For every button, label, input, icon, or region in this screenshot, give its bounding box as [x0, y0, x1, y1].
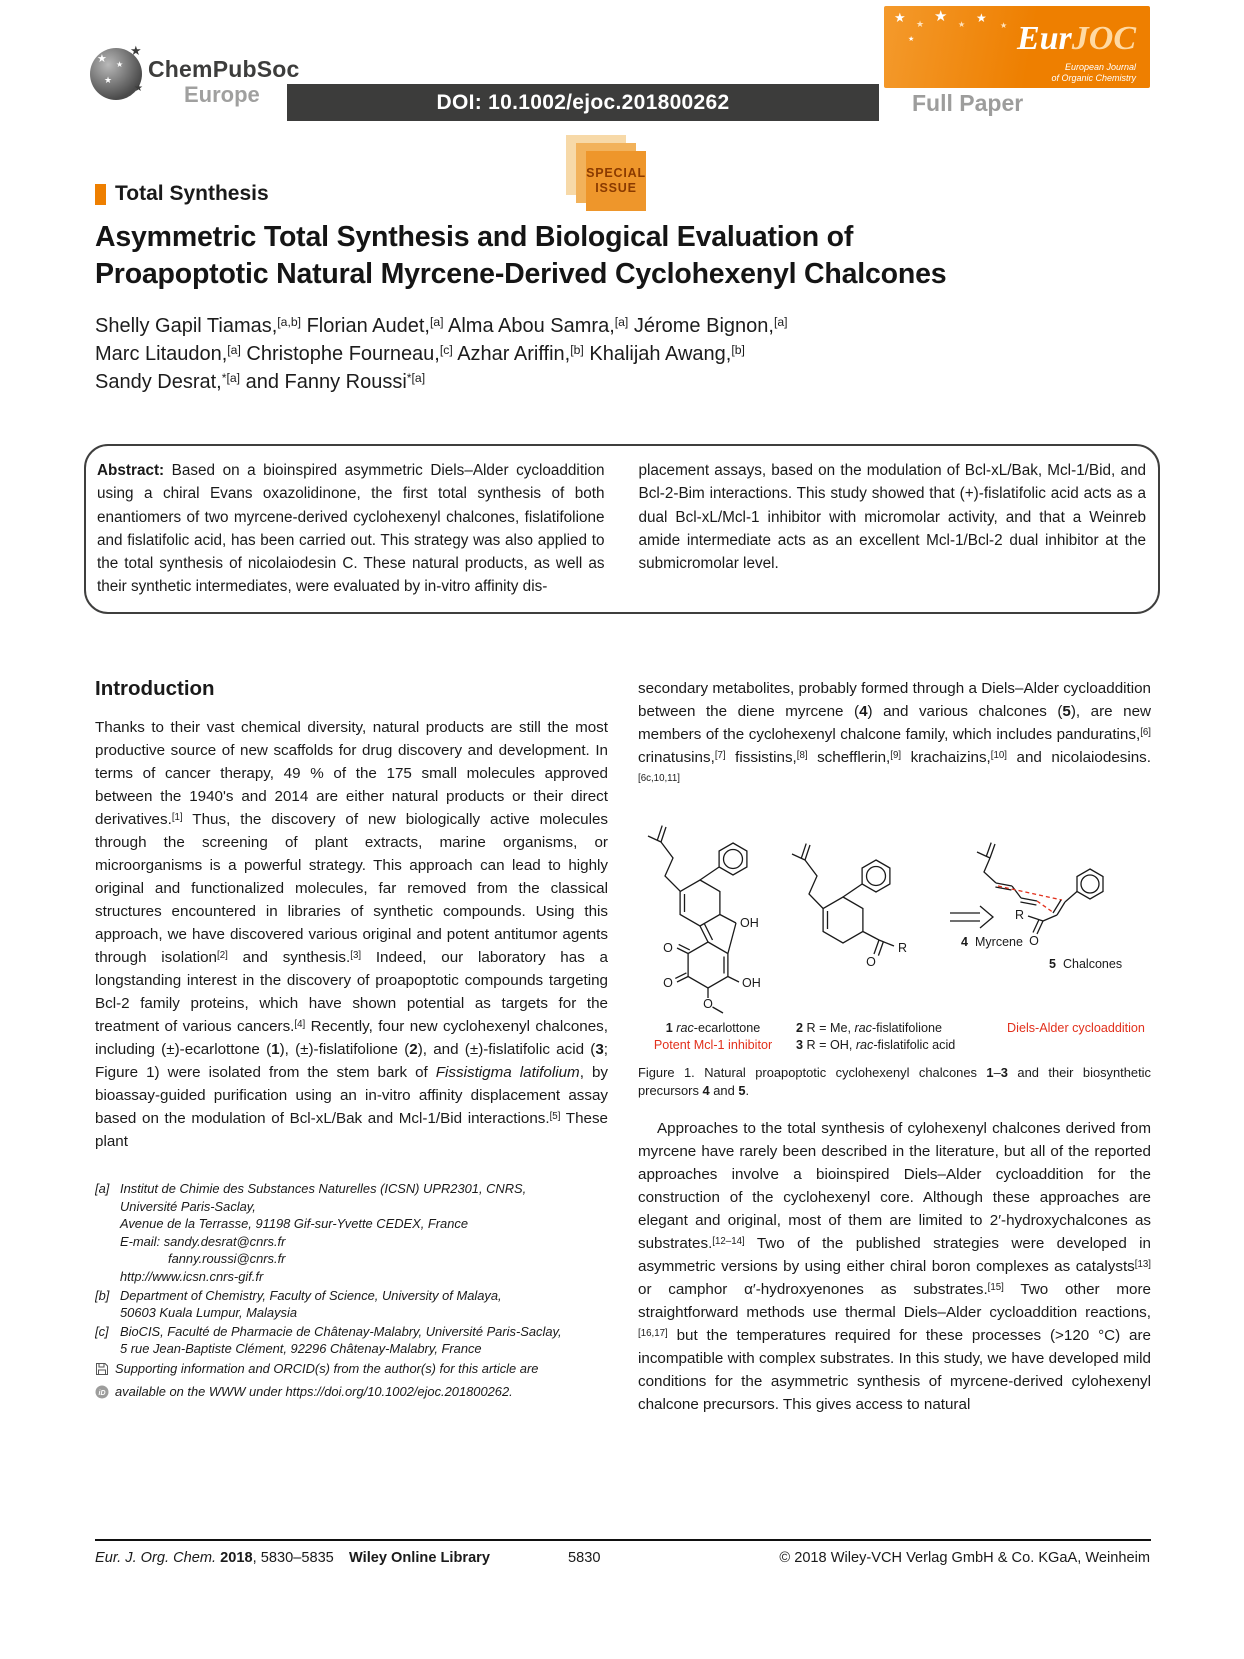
- footnote-marker: [a]: [95, 1181, 110, 1196]
- atom-label-oh: OH: [742, 976, 761, 990]
- section-kicker: [95, 182, 269, 206]
- atom-label-r: R: [898, 941, 908, 955]
- article-title-line2: Proapoptotic Natural Myrcene-Derived Cyclohexenyl Chalcones: [95, 258, 947, 290]
- section-marker-icon: [95, 184, 106, 205]
- atom-label-o: O: [663, 976, 673, 990]
- article-title-line1: Asymmetric Total Synthesis and Biological Evaluation of: [95, 221, 854, 253]
- body-paragraph: Thanks to their vast chemical diversity, natural products are still the most productive source of new scaffolds for drug discovery and development. In terms of cancer therapy, 49 % of the 175 small molecules approved between the 1940's and 2014 are either natural products or their direct derivatives.[1] Thus, the discovery of new biologically active molecules through the screening of plant extracts, marine organisms, or microorganisms is a powerful strategy. This approach can lead to highly original and functionalized molecules, far removed from the classical structures encountered in libraries of synthetic compounds. Using this approach, we have discovered various original and potent antitumor agents through isolation[2] and synthesis.[3] Indeed, our laboratory has a longstanding interest in the discovery of proapoptotic compounds targeting Bcl-2 family proteins, which have shown potential as targets for the treatment of various cancers.[4] Recently, four new cyclohexenyl chalcones, including (±)-ecarlottone (1), (±)-fislatifolione (2), and (±)-fislatifolic acid (3; Figure 1) were isolated from the stem bark of Fissistigma latifolium, by bioassay-guided purification using an in-vitro affinity displacement assay based on the modulation of Bcl-xL/Bak and Mcl-1/Bid interactions.[5] These plant: [95, 719, 609, 1150]
- publisher-text: [148, 56, 300, 108]
- footnote-line: Avenue de la Terrasse, 91198 Gif-sur-Yvette CEDEX, France: [120, 1216, 468, 1232]
- compound-2-3-label-block: [796, 1020, 1001, 1054]
- journal-citation: Eur. J. Org. Chem. 2018, 5830–5835: [95, 1550, 334, 1566]
- journal-name: [1017, 20, 1136, 58]
- abstract-text-left: Abstract: Based on a bioinspired asymmetric Diels–Alder cycloaddition using a chiral Evans oxazolidinone, the first total synthesis of both enantiomers of two myrcene-derived cyclohexenyl chalcones, fislatifolione and fislatifolic acid, has been carried out. This strategy was also applied to the total synthesis of nicolaiodesin C. These natural products, as well as their synthetic intermediates, were evaluated by in-vitro affinity dis-: [97, 462, 605, 596]
- figure-1: [638, 806, 1151, 1099]
- footnote-url-link[interactable]: http://www.icsn.cnrs-gif.fr: [120, 1268, 264, 1284]
- figure-1-scheme: [638, 806, 1151, 1018]
- article-title: [95, 219, 1105, 293]
- star-icon: ★: [958, 20, 966, 29]
- compound-number-4: 4: [961, 935, 968, 949]
- figure-caption: Figure 1. Natural proapoptotic cyclohexenyl chalcones 1–3 and their biosynthetic precursors 4 and 5.: [638, 1065, 1151, 1098]
- publisher-logo: [90, 43, 300, 108]
- footnote-line: BioCIS, Faculté de Pharmacie de Châtenay-Malabry, Université Paris-Saclay,: [120, 1323, 562, 1339]
- supporting-info-text: Supporting information and ORCID(s) from the author(s) for this article are: [115, 1360, 539, 1376]
- star-icon: ★: [934, 8, 948, 25]
- author-list: [95, 312, 1105, 396]
- footnote-line: 50603 Kuala Lumpur, Malaysia: [120, 1305, 298, 1321]
- compound-1-label: 1 rac-ecarlottone: [665, 1021, 761, 1035]
- myrcene-structure: [977, 843, 1037, 905]
- star-icon: ★: [894, 10, 906, 25]
- body-paragraph: Approaches to the total synthesis of cylohexenyl chalcones derived from myrcene have rarely been described in the literature, but all of the reported approaches involve a bioinspired Diels–Alder cycloaddition for the construction of the cyclohexenyl core. Although these approaches are elegant and original, most of them are limited to 2′-hydroxychalcones as substrates.[12–14] Two of the published strategies were developed in asymmetric versions by using either chiral boron complexes as catalysts[13] or camphor α′-hydroxyenones as substrates.[15] Two other more straightforward methods use thermal Diels–Alder cycloaddition reactions,[16,17] but the temperatures required for these processes (>120 °C) are incompatible with complex substrates. In this study, we have developed mild conditions for the asymmetric synthesis of myrcene-derived cylohexenyl chalcone precursors. This gives access to natural: [638, 1120, 1151, 1414]
- star-icon: ★: [908, 36, 915, 43]
- star-icon: ★: [116, 60, 124, 69]
- journal-logo: [884, 6, 1150, 88]
- body-paragraph: secondary metabolites, probably formed through a Diels–Alder cycloaddition between the diene myrcene (4) and various chalcones (5), are new members of the cyclohexenyl chalcone family, which includes panduratins,[6] crinatusins,[7] fissistins,[8] schefflerin,[9] krachaizins,[10] and nicolaiodesins.[6c,10,11]: [638, 680, 1151, 784]
- star-icon: ★: [1000, 21, 1008, 30]
- badge-layer-front: [586, 151, 646, 211]
- footnote-line: Institut de Chimie des Substances Naturelles (ICSN) UPR2301, CNRS,: [120, 1181, 527, 1196]
- atom-label-o: O: [1029, 934, 1039, 948]
- wiley-online-library-label: Wiley Online Library: [349, 1550, 490, 1566]
- compound-1-activity-label: Potent Mcl-1 inhibitor: [653, 1038, 773, 1052]
- star-icon: ★: [104, 75, 113, 85]
- supporting-info-note: [95, 1383, 608, 1404]
- abstract-box: [84, 444, 1160, 614]
- star-icon: ★: [134, 83, 143, 94]
- article-type-label: Full Paper: [912, 90, 1024, 116]
- copyright-notice: © 2018 Wiley-VCH Verlag GmbH & Co. KGaA, Weinheim: [779, 1550, 1150, 1566]
- right-column: [638, 677, 1151, 1535]
- compound-name-chalcones: Chalcones: [1063, 957, 1123, 971]
- footnote-line: Université Paris-Saclay,: [120, 1198, 256, 1214]
- author-line: Shelly Gapil Tiamas,[a,b] Florian Audet,[a] Alma Abou Samra,[a] Jérome Bignon,[a]: [95, 314, 788, 337]
- svg-text:iD: iD: [98, 1389, 106, 1397]
- footnote-c: [95, 1323, 608, 1358]
- atom-label-o: O: [703, 997, 713, 1011]
- journal-subtitle-line1: European Journal: [1064, 62, 1136, 72]
- footnote-marker: [c]: [95, 1323, 109, 1339]
- compound-2-label: 2 R = Me, rac-fislatifolione: [796, 1021, 942, 1035]
- atom-label-o: O: [866, 955, 876, 969]
- compound-1-label-block: [638, 1020, 788, 1054]
- footnote-line: Department of Chemistry, Faculty of Science, University of Malaya,: [120, 1287, 502, 1303]
- figure-compound-labels: [638, 1020, 1151, 1054]
- introduction-heading: Introduction: [95, 677, 215, 700]
- journal-name-joc: JOC: [1071, 20, 1136, 57]
- chalcone-structure: [1015, 869, 1103, 948]
- left-column: [95, 677, 608, 1535]
- star-icon: ★: [976, 11, 987, 25]
- compound-number-5: 5: [1049, 957, 1056, 971]
- footnotes: [95, 1180, 608, 1403]
- section-label: Total Synthesis: [115, 182, 269, 205]
- double-arrow-icon: [950, 906, 993, 928]
- star-icon: ★: [916, 19, 925, 29]
- doi-banner: DOI: 10.1002/ejoc.201800262: [287, 84, 879, 121]
- atom-label-o: O: [663, 941, 673, 955]
- compound-3-label: 3 R = OH, rac-fislatifolic acid: [796, 1038, 956, 1052]
- supporting-info-icon: [95, 1360, 115, 1381]
- fislatifolione-structure: [792, 844, 907, 969]
- orcid-icon: [95, 1383, 115, 1404]
- atom-label-oh: OH: [740, 916, 759, 930]
- ecarlottone-structure: [648, 826, 761, 1013]
- supporting-info-doi-link[interactable]: available on the WWW under https://doi.org/10.1002/ejoc.201800262.: [115, 1383, 513, 1399]
- diels-alder-label: Diels-Alder cycloaddition: [1007, 1021, 1145, 1035]
- author-line: Marc Litaudon,[a] Christophe Fourneau,[c] Azhar Ariffin,[b] Khalijah Awang,[b]: [95, 342, 745, 365]
- footnote-line: 5 rue Jean-Baptiste Clément, 92296 Châtenay-Malabry, France: [120, 1341, 482, 1357]
- atom-label-r: R: [1014, 908, 1024, 922]
- footnote-email-link[interactable]: fanny.roussi@cnrs.fr: [168, 1251, 286, 1267]
- compound-name-myrcene: Myrcene: [975, 935, 1023, 949]
- body-columns: [95, 677, 1151, 1535]
- star-icon: ★: [97, 53, 107, 65]
- badge-text-line1: SPECIAL: [586, 166, 646, 180]
- footer-rule: [95, 1539, 1151, 1541]
- author-line: Sandy Desrat,$^{*[a]}$ and Fanny Roussi$^{*[a]}$: [95, 370, 426, 393]
- star-icon: ★: [130, 43, 142, 58]
- journal-subtitle-line2: of Organic Chemistry: [1051, 72, 1136, 83]
- publisher-region: Europe: [184, 82, 260, 107]
- special-issue-badge: [566, 135, 660, 221]
- journal-subtitle: [1051, 62, 1136, 83]
- footnote-b: [95, 1287, 608, 1322]
- supporting-info-note: [95, 1360, 608, 1381]
- footnote-marker: [b]: [95, 1287, 110, 1303]
- footnote-a: [95, 1180, 608, 1286]
- page-number: 5830: [568, 1550, 601, 1566]
- badge-text-line2: ISSUE: [595, 181, 637, 195]
- journal-name-eur: Eur: [1016, 20, 1072, 57]
- chempubsoc-emblem-icon: [90, 43, 143, 100]
- publisher-name: ChemPubSoc: [148, 56, 300, 82]
- footnote-email-link[interactable]: E-mail: sandy.desrat@cnrs.fr: [120, 1233, 286, 1249]
- abstract-text-right: placement assays, based on the modulation of Bcl-xL/Bak, Mcl-1/Bid, and Bcl-2-Bim interactions. This study showed that (+)-fislatifolic acid acts as a dual Bcl-xL/Mcl-1 inhibitor with micromolar activity, and that a Weinreb amide intermediate acts as an excellent Mcl-1/Bcl-2 dual inhibitor at the submicromolar level.: [638, 462, 1146, 573]
